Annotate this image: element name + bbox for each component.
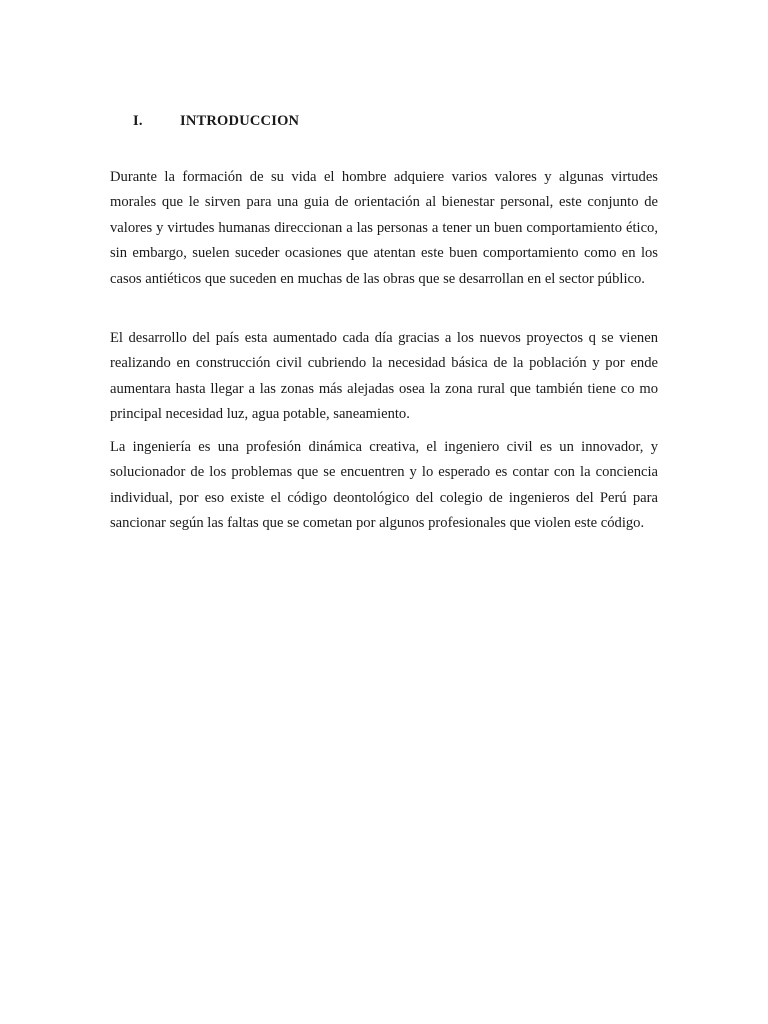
paragraph-1-container <box>110 165 658 292</box>
paragraph-3-container <box>110 435 658 537</box>
paragraph: La ingeniería es una profesión dinámica creativa, el ingeniero civil es un innovador, y solucionador de los problemas que se encuentren y lo esperado es contar con la conciencia individual, por eso existe el código deontológico del colegio de ingenieros del Perú para sancionar según las faltas que se cometan por algunos profesionales que violen este código. <box>110 439 658 532</box>
paragraph: Durante la formación de su vida el hombre adquiere varios valores y algunas virtudes morales que le sirven para una guia de orientación al bienestar personal, este conjunto de valores y virtudes humanas direccionan a las personas a tener un buen comportamiento ético, sin embargo, suelen suceder ocasiones que atentan este buen comportamiento como en los casos antiéticos que suceden en muchas de las obras que se desarrollan en el sector público. <box>110 169 658 287</box>
paragraph: El desarrollo del país esta aumentado cada día gracias a los nuevos proyectos q se vienen realizando en construcción civil cubriendo la necesidad básica de la población y por ende aumentara hasta llegar a las zonas más alejadas osea la zona rural que también tiene co mo principal necesidad luz, agua potable, saneamiento. <box>110 330 658 423</box>
paragraph-2-container <box>110 326 658 428</box>
section-heading <box>133 113 299 130</box>
section-title: INTRODUCCION <box>180 113 300 129</box>
section-number: I. <box>133 113 143 129</box>
